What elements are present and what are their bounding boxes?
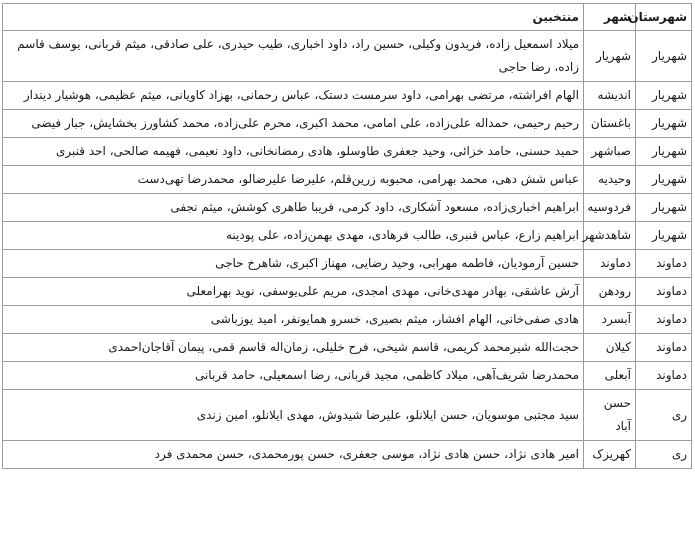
members-cell: عباس شش دهی، محمد بهرامی، محبوبه زرین‌قلم، علیرضا علیرضالو، محمدرضا تهی‌دست	[3, 166, 584, 194]
city-cell: آبسرد	[584, 306, 636, 334]
county-cell: شهریار	[636, 138, 692, 166]
table-row	[3, 362, 692, 390]
county-cell: دماوند	[636, 278, 692, 306]
city-cell: حسن آباد	[584, 390, 636, 441]
table-header-row	[3, 4, 692, 31]
city-cell: وحیدیه	[584, 166, 636, 194]
table-row	[3, 306, 692, 334]
county-cell: شهریار	[636, 222, 692, 250]
county-cell: دماوند	[636, 334, 692, 362]
members-cell: ابراهیم زارع، عباس قنبری، طالب فرهادی، مهدی بهمن‌زاده، علی پودینه	[3, 222, 584, 250]
city-cell: رودهن	[584, 278, 636, 306]
table-row	[3, 278, 692, 306]
county-cell: شهریار	[636, 82, 692, 110]
members-cell: الهام افراشته، مرتضی بهرامی، داود سرمست دستک، عباس رحمانی، بهزاد کاویانی، میثم عظیمی، هوشیار دیندار	[3, 82, 584, 110]
county-cell: دماوند	[636, 362, 692, 390]
county-cell: شهریار	[636, 110, 692, 138]
table-row	[3, 334, 692, 362]
members-cell: رحیم رحیمی، حمداله علی‌زاده، علی امامی، محمد اکبری، محرم علی‌زاده، محمد کشاورز بخشایش، جبار فیضی	[3, 110, 584, 138]
table-row	[3, 441, 692, 469]
county-cell: دماوند	[636, 306, 692, 334]
members-cell: حجت‌الله شیرمحمد کریمی، قاسم شیخی، فرح خلیلی، زمان‌اله قاسم قمی، پیمان آقاجان‌احمدی	[3, 334, 584, 362]
members-cell: امیر هادی نژاد، حسن هادی نژاد، موسی جعفری، حسن پورمحمدی، حسن محمدی فرد	[3, 441, 584, 469]
table-row	[3, 194, 692, 222]
city-cell: کهریزک	[584, 441, 636, 469]
table-row	[3, 110, 692, 138]
county-cell: ری	[636, 390, 692, 441]
city-cell: شاهدشهر	[584, 222, 636, 250]
table-row	[3, 31, 692, 82]
members-cell: آرش عاشقی، بهادر مهدی‌خانی، مهدی امجدی، مریم علی‌یوسفی، نوید بهرامعلی	[3, 278, 584, 306]
results-table	[2, 3, 692, 469]
county-cell: شهریار	[636, 166, 692, 194]
city-cell: فردوسیه	[584, 194, 636, 222]
header-county: شهرستان	[636, 4, 692, 31]
document-page	[3, 3, 692, 469]
city-cell: باغستان	[584, 110, 636, 138]
city-cell: دماوند	[584, 250, 636, 278]
city-cell: شهریار	[584, 31, 636, 82]
city-cell: اندیشه	[584, 82, 636, 110]
county-cell: شهریار	[636, 31, 692, 82]
table-row	[3, 222, 692, 250]
county-cell: دماوند	[636, 250, 692, 278]
members-cell: میلاد اسمعیل زاده، فریدون وکیلی، حسین راد، داود اخباری، طیب حیدری، علی صادقی، میثم قربانی، یوسف قاسم زاده، رضا حاجی	[3, 31, 584, 82]
table-row	[3, 138, 692, 166]
members-cell: هادی صفی‌خانی، الهام افشار، میثم بصیری، خسرو همایونفر، امید یوزباشی	[3, 306, 584, 334]
table-row	[3, 250, 692, 278]
members-cell: محمدرضا شریف‌آهی، میلاد کاظمی، مجید قربانی، رضا اسمعیلی، حامد قربانی	[3, 362, 584, 390]
city-cell: صباشهر	[584, 138, 636, 166]
members-cell: سید مجتبی موسویان، حسن ایلانلو، علیرضا شیدوش، مهدی ایلانلو، امین زندی	[3, 390, 584, 441]
table-row	[3, 390, 692, 441]
members-cell: حمید حسنی، حامد خزائی، وحید جعفری طاوسلو، هادی رمضانخانی، داود نعیمی، فهیمه صالحی، احد قنبری	[3, 138, 584, 166]
header-members: منتخبین	[3, 4, 584, 31]
table-row	[3, 166, 692, 194]
county-cell: ری	[636, 441, 692, 469]
members-cell: حسین آرمودیان، فاطمه مهرابی، وحید رضایی، مهناز اکبری، شاهرخ حاجی	[3, 250, 584, 278]
city-cell: کیلان	[584, 334, 636, 362]
city-cell: آبعلی	[584, 362, 636, 390]
table-row	[3, 82, 692, 110]
members-cell: ابراهیم اخباری‌زاده، مسعود آشکاری، داود کرمی، فریبا طاهری کوشش، میثم نجفی	[3, 194, 584, 222]
header-city: شهر	[584, 4, 636, 31]
county-cell: شهریار	[636, 194, 692, 222]
